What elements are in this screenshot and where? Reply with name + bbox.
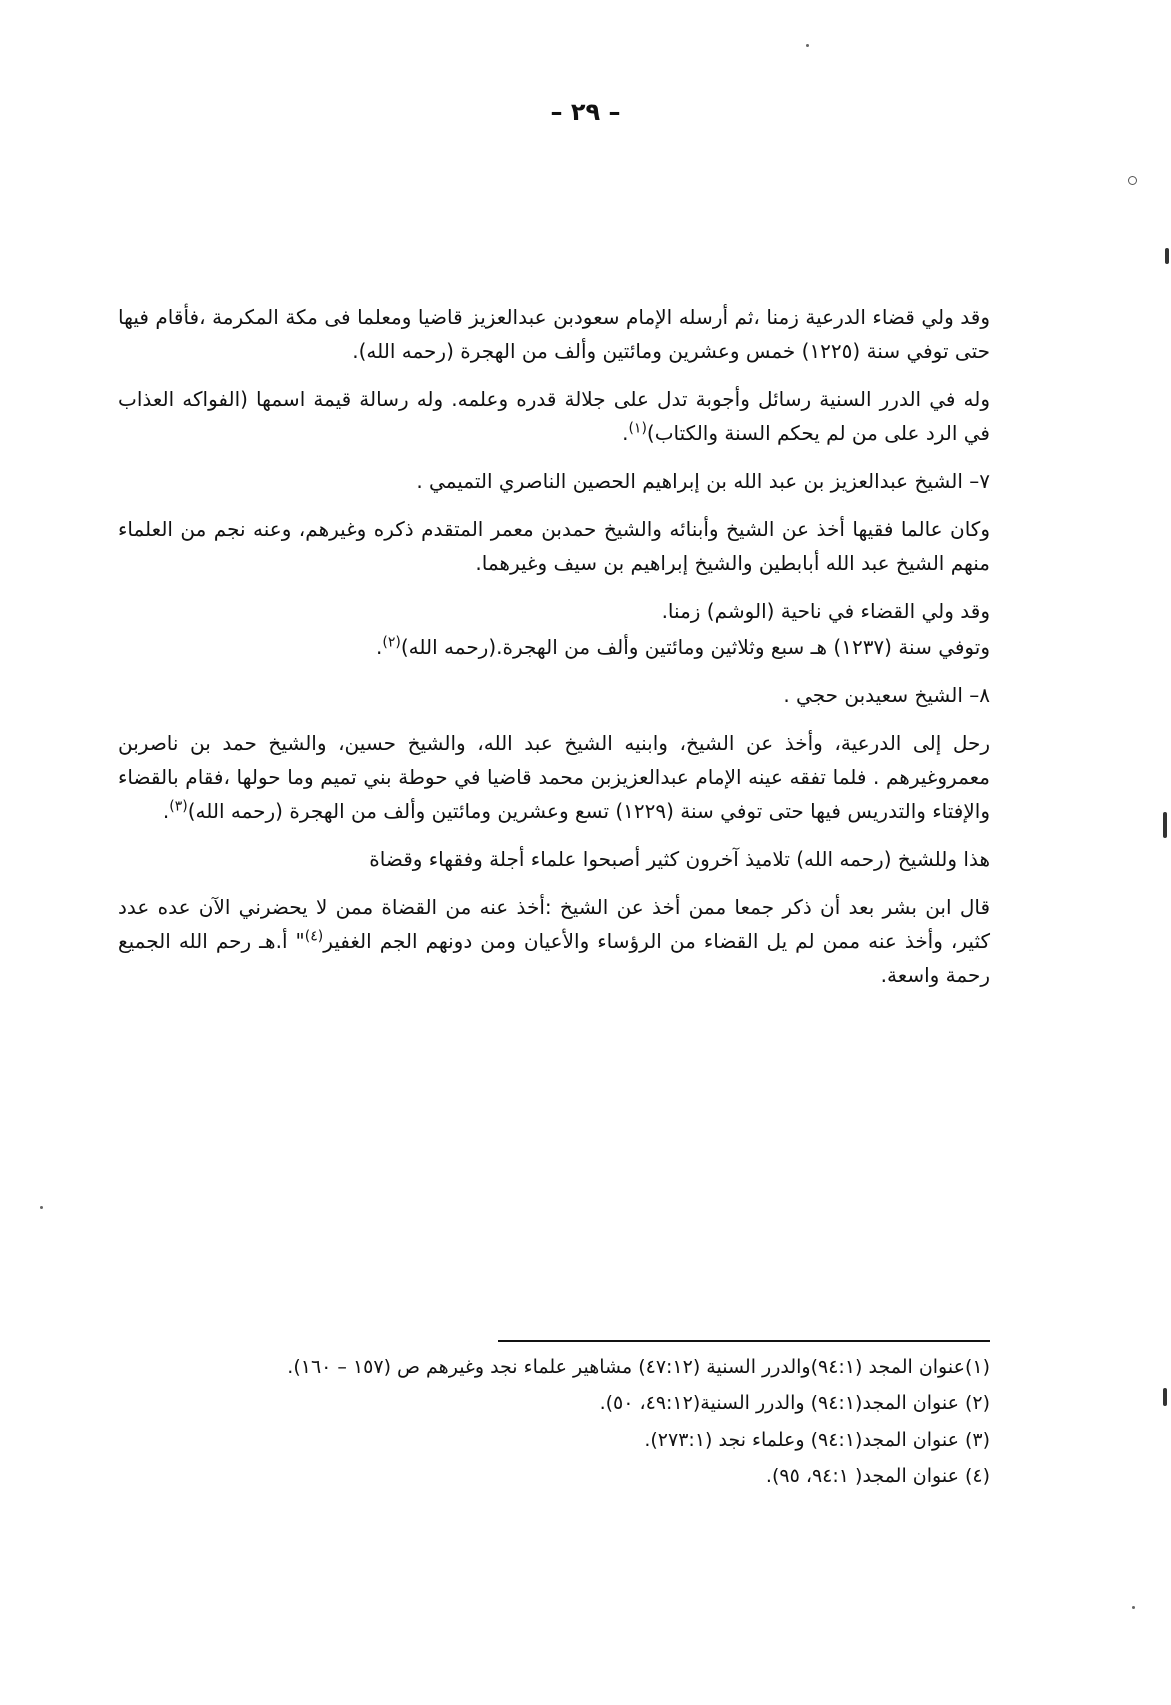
scan-speck xyxy=(806,44,809,47)
scan-speck xyxy=(40,1206,43,1209)
scan-speck xyxy=(1128,176,1137,185)
scan-edge-mark xyxy=(1163,812,1167,838)
paragraph: رحل إلى الدرعية، وأخذ عن الشيخ، وابنيه الشيخ عبد الله، والشيخ حسين، والشيخ حمد بن ناصربن معمروغيرهم . فلما تفقه عينه الإمام عبدالعزيزبن محمد قاضيا في حوطة بني تميم وما حولها ،فقام بالقضاء والإفتاء والتدريس فيها حتى توفي سنة (١٢٢٩) تسع وعشرين ومائتين وألف من الهجرة (رحمه الله)$^{(٣)}$. xyxy=(118,731,990,823)
page-number: – ٢٩ – xyxy=(550,98,621,126)
footnote-ref: (١) xyxy=(628,420,647,437)
paragraph: وقد ولي القضاء في ناحية (الوشم) زمنا. xyxy=(661,599,990,623)
body-text xyxy=(118,300,990,1006)
footnote: (٣) عنوان المجد(٩٤:١) وعلماء نجد (٢٧٣:١). xyxy=(644,1428,990,1451)
scan-edge-mark xyxy=(1165,248,1169,264)
paragraph: وتوفي سنة (١٢٣٧) هـ سبع وثلاثين ومائتين وألف من الهجرة.(رحمه الله)$^{(٢)}$. xyxy=(376,634,990,659)
paragraph: قال ابن بشر بعد أن ذكر جمعا ممن أخذ عن الشيخ :أخذ عنه من القضاة ممن لا يحضرني الآن عده عدد كثير، وأخذ عنه ممن لم يل القضاء من الرؤساء والأعيان ومن دونهم الجم الغفير$^{(٤)}$" أ.هـ رحم الله الجميع رحمة واسعة. xyxy=(118,895,990,987)
footnote: (١)عنوان المجد (٩٤:١)والدرر السنية (٤٧:١٢) مشاهير علماء نجد وغيرهم ص (١٥٧ – ١٦٠). xyxy=(287,1356,990,1378)
footnote-ref: (٢) xyxy=(382,634,401,651)
scan-speck xyxy=(1132,1606,1135,1609)
section-heading: ٧– الشيخ عبدالعزيز بن عبد الله بن إبراهيم الحصين الناصري التميمي . xyxy=(416,469,990,493)
section-heading: ٨– الشيخ سعيدبن حجي . xyxy=(783,683,990,707)
footnote-ref: (٣) xyxy=(169,798,188,815)
paragraph: وله في الدرر السنية رسائل وأجوبة تدل على جلالة قدره وعلمه. وله رسالة قيمة اسمها (الفواكه العذاب في الرد على من لم يحكم السنة والكتاب)$^{(١)}$. xyxy=(118,387,990,445)
paragraph: وكان عالما فقيها أخذ عن الشيخ وأبنائه والشيخ حمدبن معمر المتقدم ذكره وغيرهم، وعنه نجم من العلماء منهم الشيخ عبد الله أبابطين والشيخ إبراهيم بن سيف وغيرهما. xyxy=(118,517,990,575)
footnotes xyxy=(118,1352,990,1498)
paragraph: هذا وللشيخ (رحمه الله) تلاميذ آخرون كثير أصبحوا علماء أجلة وفقهاء وقضاة xyxy=(369,847,990,871)
scan-edge-mark xyxy=(1163,1388,1167,1406)
footnote-ref: (٤) xyxy=(304,928,324,945)
footnote: (٤) عنوان المجد( ٩٤:١، ٩٥). xyxy=(765,1465,990,1488)
footnote: (٢) عنوان المجد(٩٤:١) والدرر السنية(٤٩:١٢، ٥٠). xyxy=(599,1392,990,1415)
footnote-separator xyxy=(498,1340,990,1342)
paragraph: وقد ولي قضاء الدرعية زمنا ،ثم أرسله الإمام سعودبن عبدالعزيز قاضيا ومعلما فى مكة المكرمة ،فأقام فيها حتى توفي سنة (١٢٢٥) خمس وعشرين ومائتين وألف من الهجرة (رحمه الله). xyxy=(118,305,990,363)
